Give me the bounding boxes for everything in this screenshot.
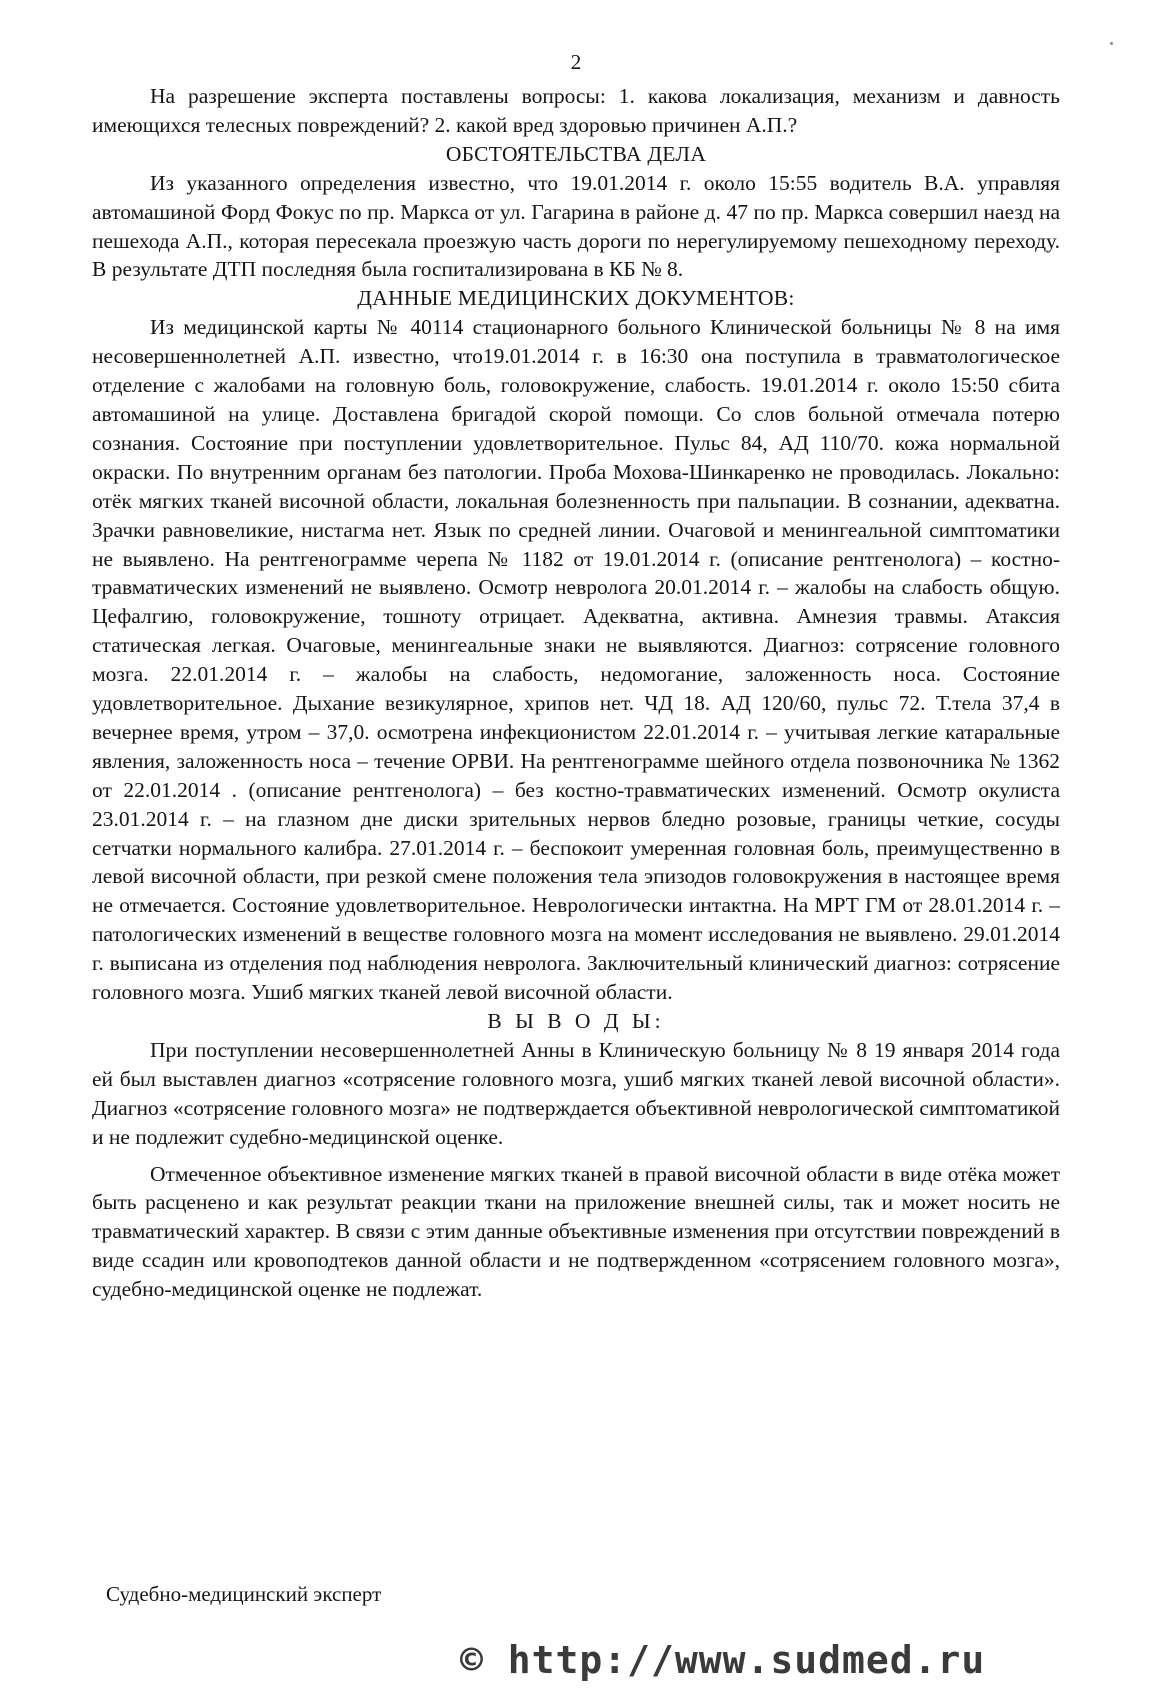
- page-number: 2: [570, 50, 582, 74]
- document-body: [92, 82, 1060, 1304]
- conclusion-paragraph-2: Отмеченное объективное изменение мягких тканей в правой височной области в виде отёка может быть расценено и как результат реакции ткани на приложение внешней силы, так и может носить не травматический характер. В связи с этим данные объективные изменения при отсутствии повреждений в виде ссадин или кровоподтеков данной области и не подтвержденном «сотрясением головного мозга», судебно-медицинской оценке не подлежат.: [92, 1161, 1060, 1302]
- expert-signature-label: Судебно-медицинский эксперт: [106, 1582, 382, 1606]
- conclusions-heading: В Ы В О Д Ы:: [487, 1009, 665, 1033]
- site-watermark: © http://www.sudmed.ru: [460, 1638, 986, 1682]
- medical-data-heading: ДАННЫЕ МЕДИЦИНСКИХ ДОКУМЕНТОВ:: [357, 286, 795, 311]
- medical-data-paragraph: Из медицинской карты № 40114 стационарного больного Клинической больницы № 8 на имя несовершеннолетней А.П. известно, что19.01.2014 г. в 16:30 она поступила в травматологическое отделение с жалобами на головную боль, головокружение, слабость. 19.01.2014 г. около 15:50 сбита автомашиной на улице. Доставлена бригадой скорой помощи. Со слов больной отмечала потерю сознания. Состояние при поступлении удовлетворительное. Пульс 84, АД 110/70. кожа нормальной окраски. По внутренним органам без патологии. Проба Мохова-Шинкаренко не проводилась. Локально: отёк мягких тканей височной области, локальная болезненность при пальпации. В сознании, адекватна. Зрачки равновеликие, нистагма нет. Язык по средней линии. Очаговой и менингеальной симптоматики не выявлено. На рентгенограмме черепа № 1182 от 19.01.2014 г. (описание рентгенолога) – костно-травматических изменений не выявлено. Осмотр невролога 20.01.2014 г. – жалобы на слабость общую. Цефалгию, головокружение, тошноту отрицает. Адекватна, активна. Амнезия травмы. Атаксия статическая легкая. Очаговые, менингеальные знаки не выявляются. Диагноз: сотрясение головного мозга. 22.01.2014 г. – жалобы на слабость, недомогание, заложенность носа. Состояние удовлетворительное. Дыхание везикулярное, хрипов нет. ЧД 18. АД 120/60, пульс 72. Т.тела 37,4 в вечернее время, утром – 37,0. осмотрена инфекционистом 22.01.2014 г. – учитывая легкие катаральные явления, заложенность носа – течение ОРВИ. На рентгенограмме шейного отдела позвоночника № 1362 от 22.01.2014 . (описание рентгенолога) – без костно-травматических изменений. Осмотр окулиста 23.01.2014 г. – на глазном дне диски зрительных нервов бледно розовые, границы четкие, сосуды сетчатки нормального калибра. 27.01.2014 г. – беспокоит умеренная головная боль, преимущественно в левой височной области, при резкой смене положения тела эпизодов головокружения в настоящее время не отмечается. Состояние удовлетворительное. Неврологически интактна. На МРТ ГМ от 28.01.2014 г. – патологических изменений в веществе головного мозга на момент исследования не выявлено. 29.01.2014 г. выписана из отделения под наблюдения невролога. Заключительный клинический диагноз: сотрясение головного мозга. Ушиб мягких тканей левой височной области.: [92, 315, 1060, 1005]
- questions-paragraph: На разрешение эксперта поставлены вопросы: 1. какова локализация, механизм и давность имеющихся телесных повреждений? 2. какой вред здоровью причинен А.П.?: [92, 84, 1060, 137]
- circumstances-heading: ОБСТОЯТЕЛЬСТВА ДЕЛА: [445, 141, 707, 166]
- scan-speck: [1110, 42, 1113, 45]
- conclusion-paragraph-1: При поступлении несовершеннолетней Анны в Клиническую больницу № 8 19 января 2014 года ей был выставлен диагноз «сотрясение головного мозга, ушиб мягких тканей левой височной области». Диагноз «сотрясение головного мозга» не подтверждается объективной неврологической симптоматикой и не подлежит судебно-медицинской оценке.: [92, 1037, 1060, 1149]
- circumstances-paragraph: Из указанного определения известно, что 19.01.2014 г. около 15:55 водитель В.А. управляя автомашиной Форд Фокус по пр. Маркса от ул. Гагарина в районе д. 47 по пр. Маркса совершил наезд на пешехода А.П., которая пересекала проезжую часть дороги по нерегулируемому пешеходному переходу. В результате ДТП последняя была госпитализирована в КБ № 8.: [92, 170, 1060, 282]
